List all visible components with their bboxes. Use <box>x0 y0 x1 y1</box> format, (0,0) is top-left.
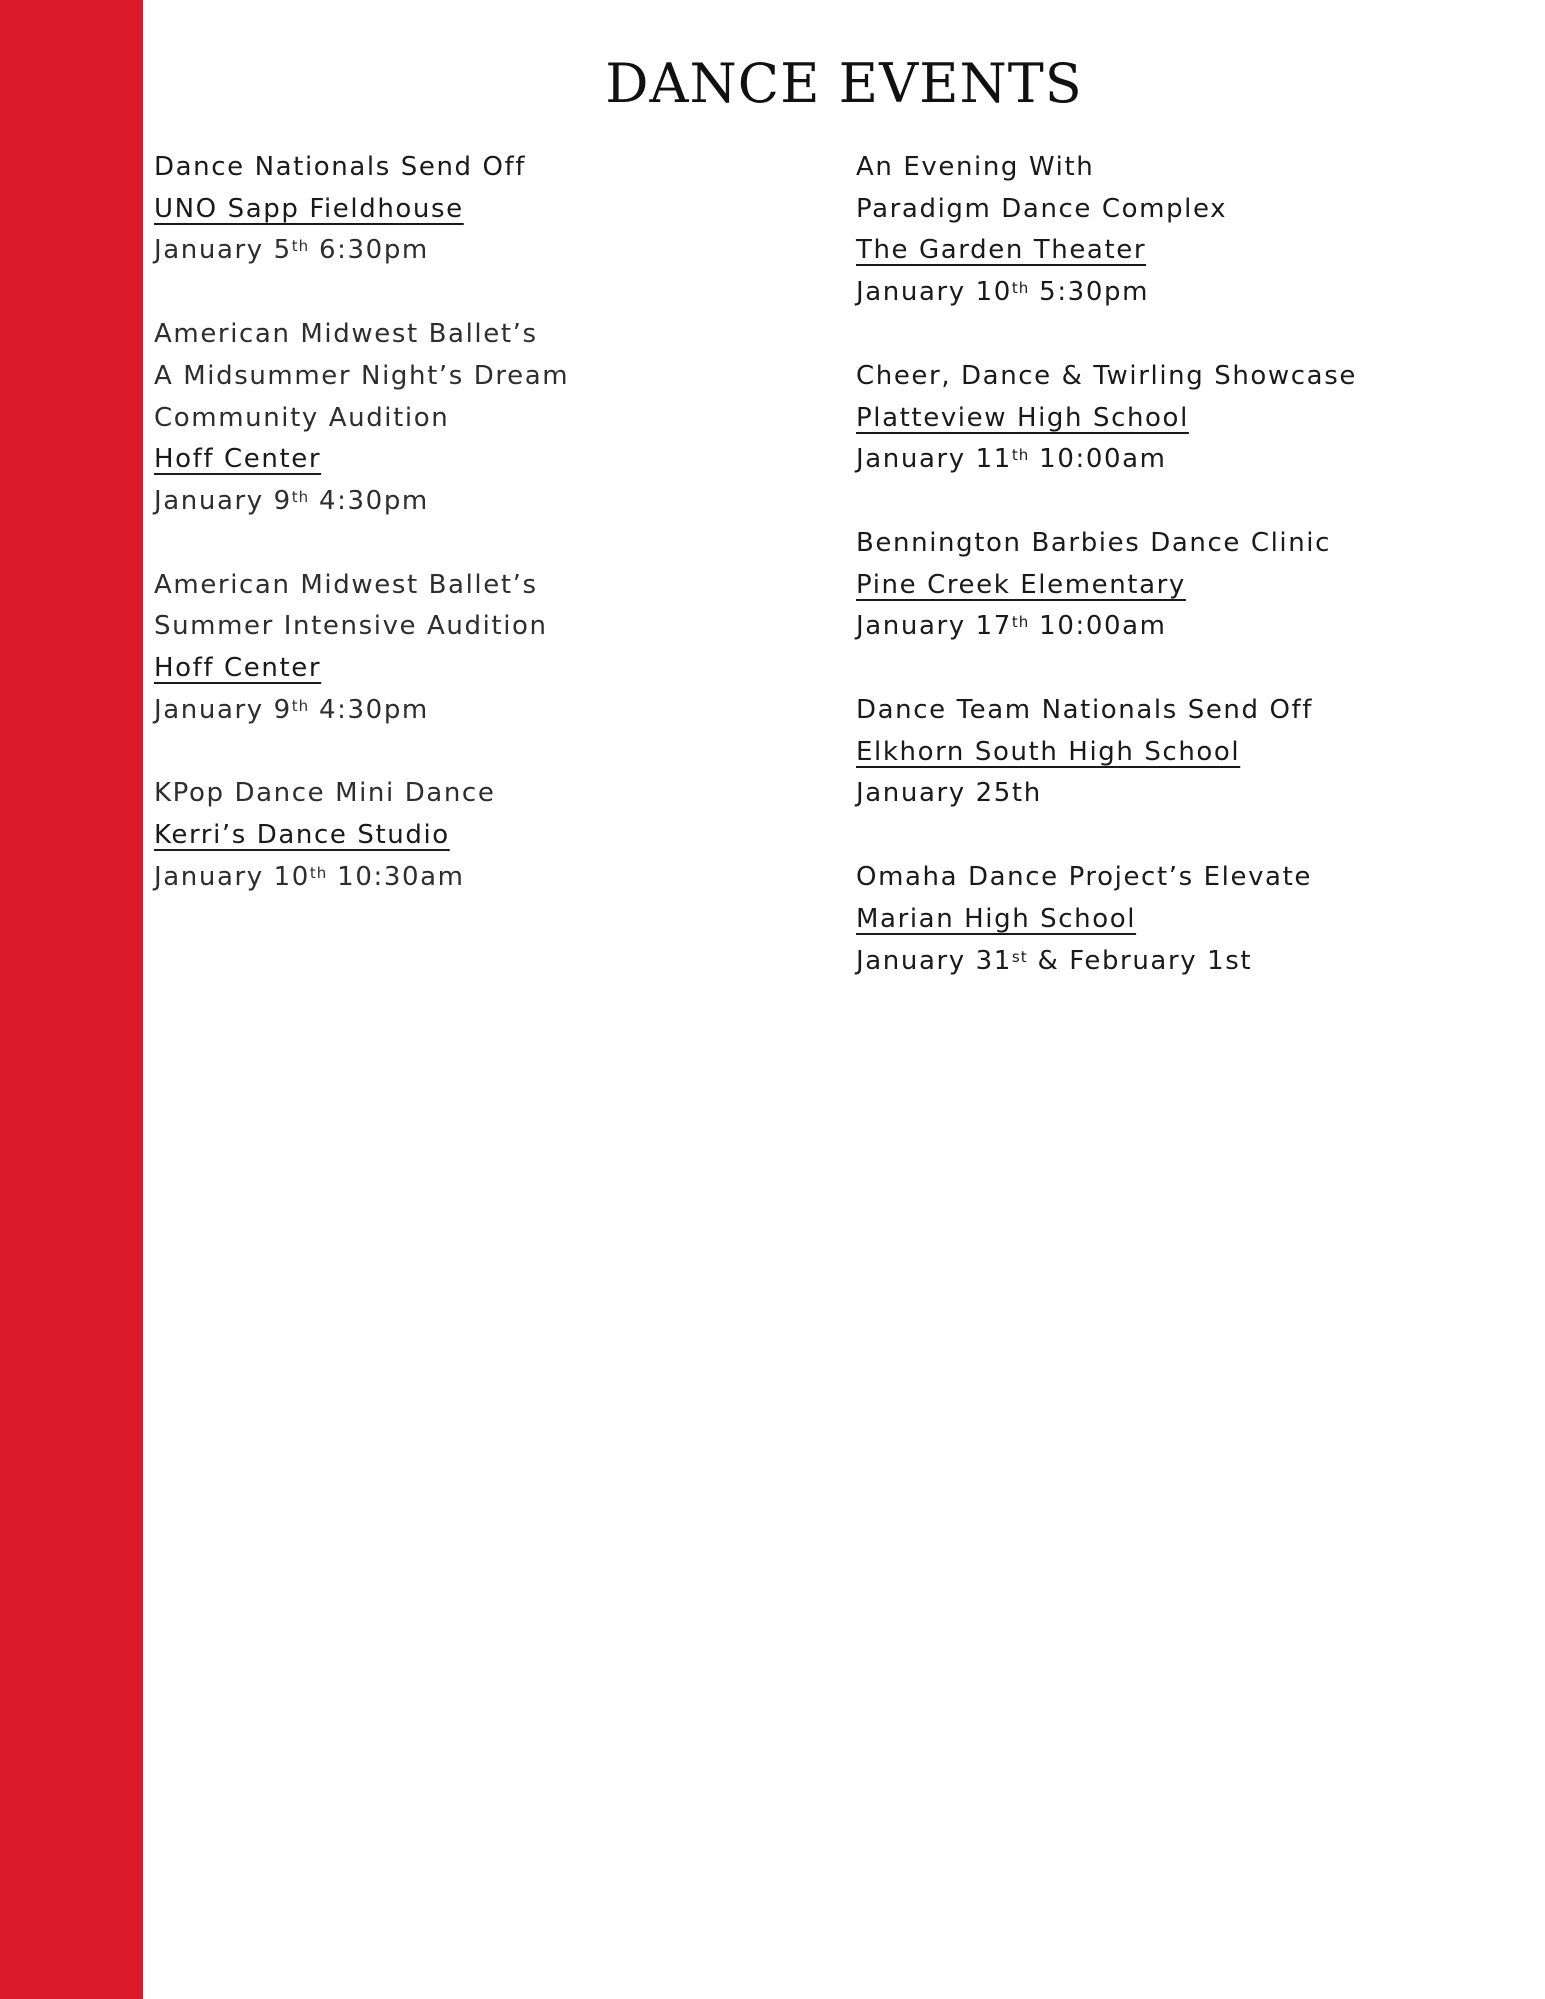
event-name: KPop Dance Mini Dance <box>154 778 496 809</box>
event-venue-link[interactable]: Hoff Center <box>154 444 322 475</box>
event-name: Cheer, Dance & Twirling Showcase <box>856 360 1357 391</box>
event-date: January 9th 4:30pm <box>154 485 429 516</box>
event-date: January 5th 6:30pm <box>154 235 429 266</box>
event-date: January 31st & February 1st <box>856 945 1253 976</box>
event-name: Dance Nationals Send Off <box>154 152 527 182</box>
event-bennington-barbies-clinic <box>856 523 1536 648</box>
event-name: Dance Team Nationals Send Off <box>856 695 1314 726</box>
event-cheer-dance-twirling-showcase <box>856 356 1536 481</box>
event-summer-intensive-audition <box>154 565 834 732</box>
event-name: Paradigm Dance Complex <box>856 193 1228 224</box>
event-midsummer-audition <box>154 314 834 523</box>
event-dance-team-nationals-send-off <box>856 690 1536 815</box>
event-venue-link[interactable]: Hoff Center <box>154 653 322 684</box>
event-date: January 17th 10:00am <box>856 611 1167 642</box>
event-date: January 10th 5:30pm <box>856 277 1149 308</box>
left-event-column <box>154 147 834 941</box>
event-name: Bennington Barbies Dance Clinic <box>856 527 1332 558</box>
event-name: American Midwest Ballet’s <box>154 319 538 350</box>
event-name: A Midsummer Night’s Dream <box>154 360 570 391</box>
right-event-column <box>856 147 1536 1024</box>
event-venue-link[interactable]: Pine Creek Elementary <box>856 569 1186 600</box>
event-name: Summer Intensive Audition <box>154 611 548 642</box>
page-title: DANCE EVENTS <box>605 52 1083 115</box>
event-omaha-dance-project-elevate <box>856 857 1536 982</box>
event-date: January 9th 4:30pm <box>154 694 429 725</box>
event-name: Community Audition <box>154 402 450 433</box>
event-date: January 10th 10:30am <box>154 861 465 892</box>
event-date: January 25th <box>856 778 1042 809</box>
event-venue-link[interactable]: Marian High School <box>856 903 1137 934</box>
event-evening-with-paradigm <box>856 147 1536 314</box>
event-venue-link[interactable]: UNO Sapp Fieldhouse <box>154 193 464 224</box>
event-venue-link[interactable]: Kerri’s Dance Studio <box>154 820 450 851</box>
event-name: An Evening With <box>856 152 1095 182</box>
event-date: January 11th 10:00am <box>856 444 1167 475</box>
event-venue-link[interactable]: Elkhorn South High School <box>856 736 1241 767</box>
event-venue-link[interactable]: Platteview High School <box>856 402 1189 433</box>
event-dance-nationals-send-off <box>154 147 834 272</box>
event-venue-link[interactable]: The Garden Theater <box>856 235 1147 266</box>
event-name: Omaha Dance Project’s Elevate <box>856 862 1312 893</box>
event-name: American Midwest Ballet’s <box>154 569 538 600</box>
event-kpop-mini-dance <box>154 773 834 898</box>
red-sidebar-bar <box>0 0 143 1999</box>
